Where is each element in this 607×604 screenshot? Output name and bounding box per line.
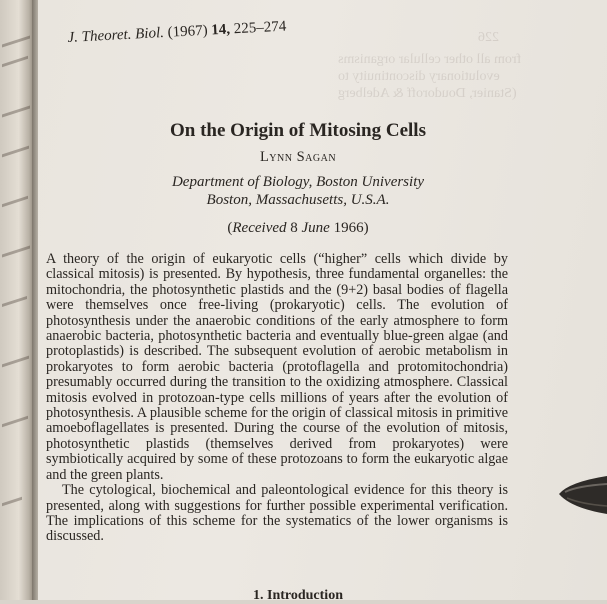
bleed-through-text: (Stanier, Doudoroff & Adelberg (338, 86, 517, 101)
abstract-paragraph: The cytological, biochemical and paleontological evidence for this theory is presented, along with suggestions for further possible experimental verification. The implications of this scheme for the systematics of the lower organisms is discussed. (46, 482, 508, 545)
pen-tip-object (557, 468, 607, 520)
received-year: 1966) (333, 220, 369, 236)
facing-page-text (2, 105, 30, 117)
abstract-paragraph: A theory of the origin of eukaryotic cells (“higher” cells which divide by classical mitosis) is presented. By hypothesis, three fundamental organelles: the mitochondria, the photosynthetic plastids and the (9+2) basal bodies of flagella were themselves once free-living (prokaryotic) cells. The evolution of photosynthesis under the anaerobic conditions of the early atmosphere to form anaerobic bacteria, photosynthetic bacteria and eventually blue-green algae (and protoplastids) is described. The subsequent evolution of aerobic metabolism in prokaryotes to form aerobic bacteria (protoflagella and protomitochondria) presumably occurred during the transition to the oxidizing atmosphere. Classical mitosis evolved in protozoan-type cells millions of years after the evolution of photosynthesis. A plausible scheme for the origin of classical mitosis in primitive amoeboflagellates is presented. During the course of the evolution of mitosis, photosynthetic plastids (themselves derived from prokaryotes) were symbiotically acquired by some of these protozoans to form the eukaryotic algae and the green plants. (46, 251, 508, 483)
received-day: 8 (290, 220, 298, 236)
journal-volume: 14, (210, 21, 231, 39)
received-paren: ( (227, 220, 233, 236)
article-author: Lynn Sagan (259, 149, 337, 165)
author-affiliation-location: Boston, Massachusetts, U.S.A. (206, 192, 390, 208)
journal-citation (67, 19, 287, 47)
received-month: June (301, 220, 330, 236)
received-label: Received (232, 220, 287, 236)
facing-page-text (2, 416, 28, 427)
facing-page-text (2, 146, 29, 158)
abstract (46, 252, 508, 545)
facing-page-text (2, 245, 30, 257)
bleed-through-text: from all other cellular organisms (338, 52, 522, 67)
bleed-through-page-number: 226 (478, 30, 499, 45)
facing-page-edge (0, 0, 34, 600)
facing-page-text (2, 56, 28, 67)
facing-page-text (2, 296, 27, 307)
facing-page-text (2, 356, 29, 368)
journal-page (38, 0, 607, 603)
journal-year: (1967) (167, 22, 209, 41)
facing-page-text (2, 196, 28, 207)
journal-pages: 225–274 (233, 18, 287, 38)
received-date (38, 220, 558, 237)
facing-page-text (2, 35, 30, 47)
bleed-through-text: evolutionary discontinuity to (338, 69, 500, 84)
author-affiliation-department: Department of Biology, Boston University (171, 174, 425, 190)
journal-name: J. Theoret. Biol. (67, 24, 165, 47)
article-title: On the Origin of Mitosing Cells (170, 120, 426, 141)
section-heading-introduction: 1. Introduction (253, 588, 343, 603)
facing-page-text (2, 497, 22, 506)
